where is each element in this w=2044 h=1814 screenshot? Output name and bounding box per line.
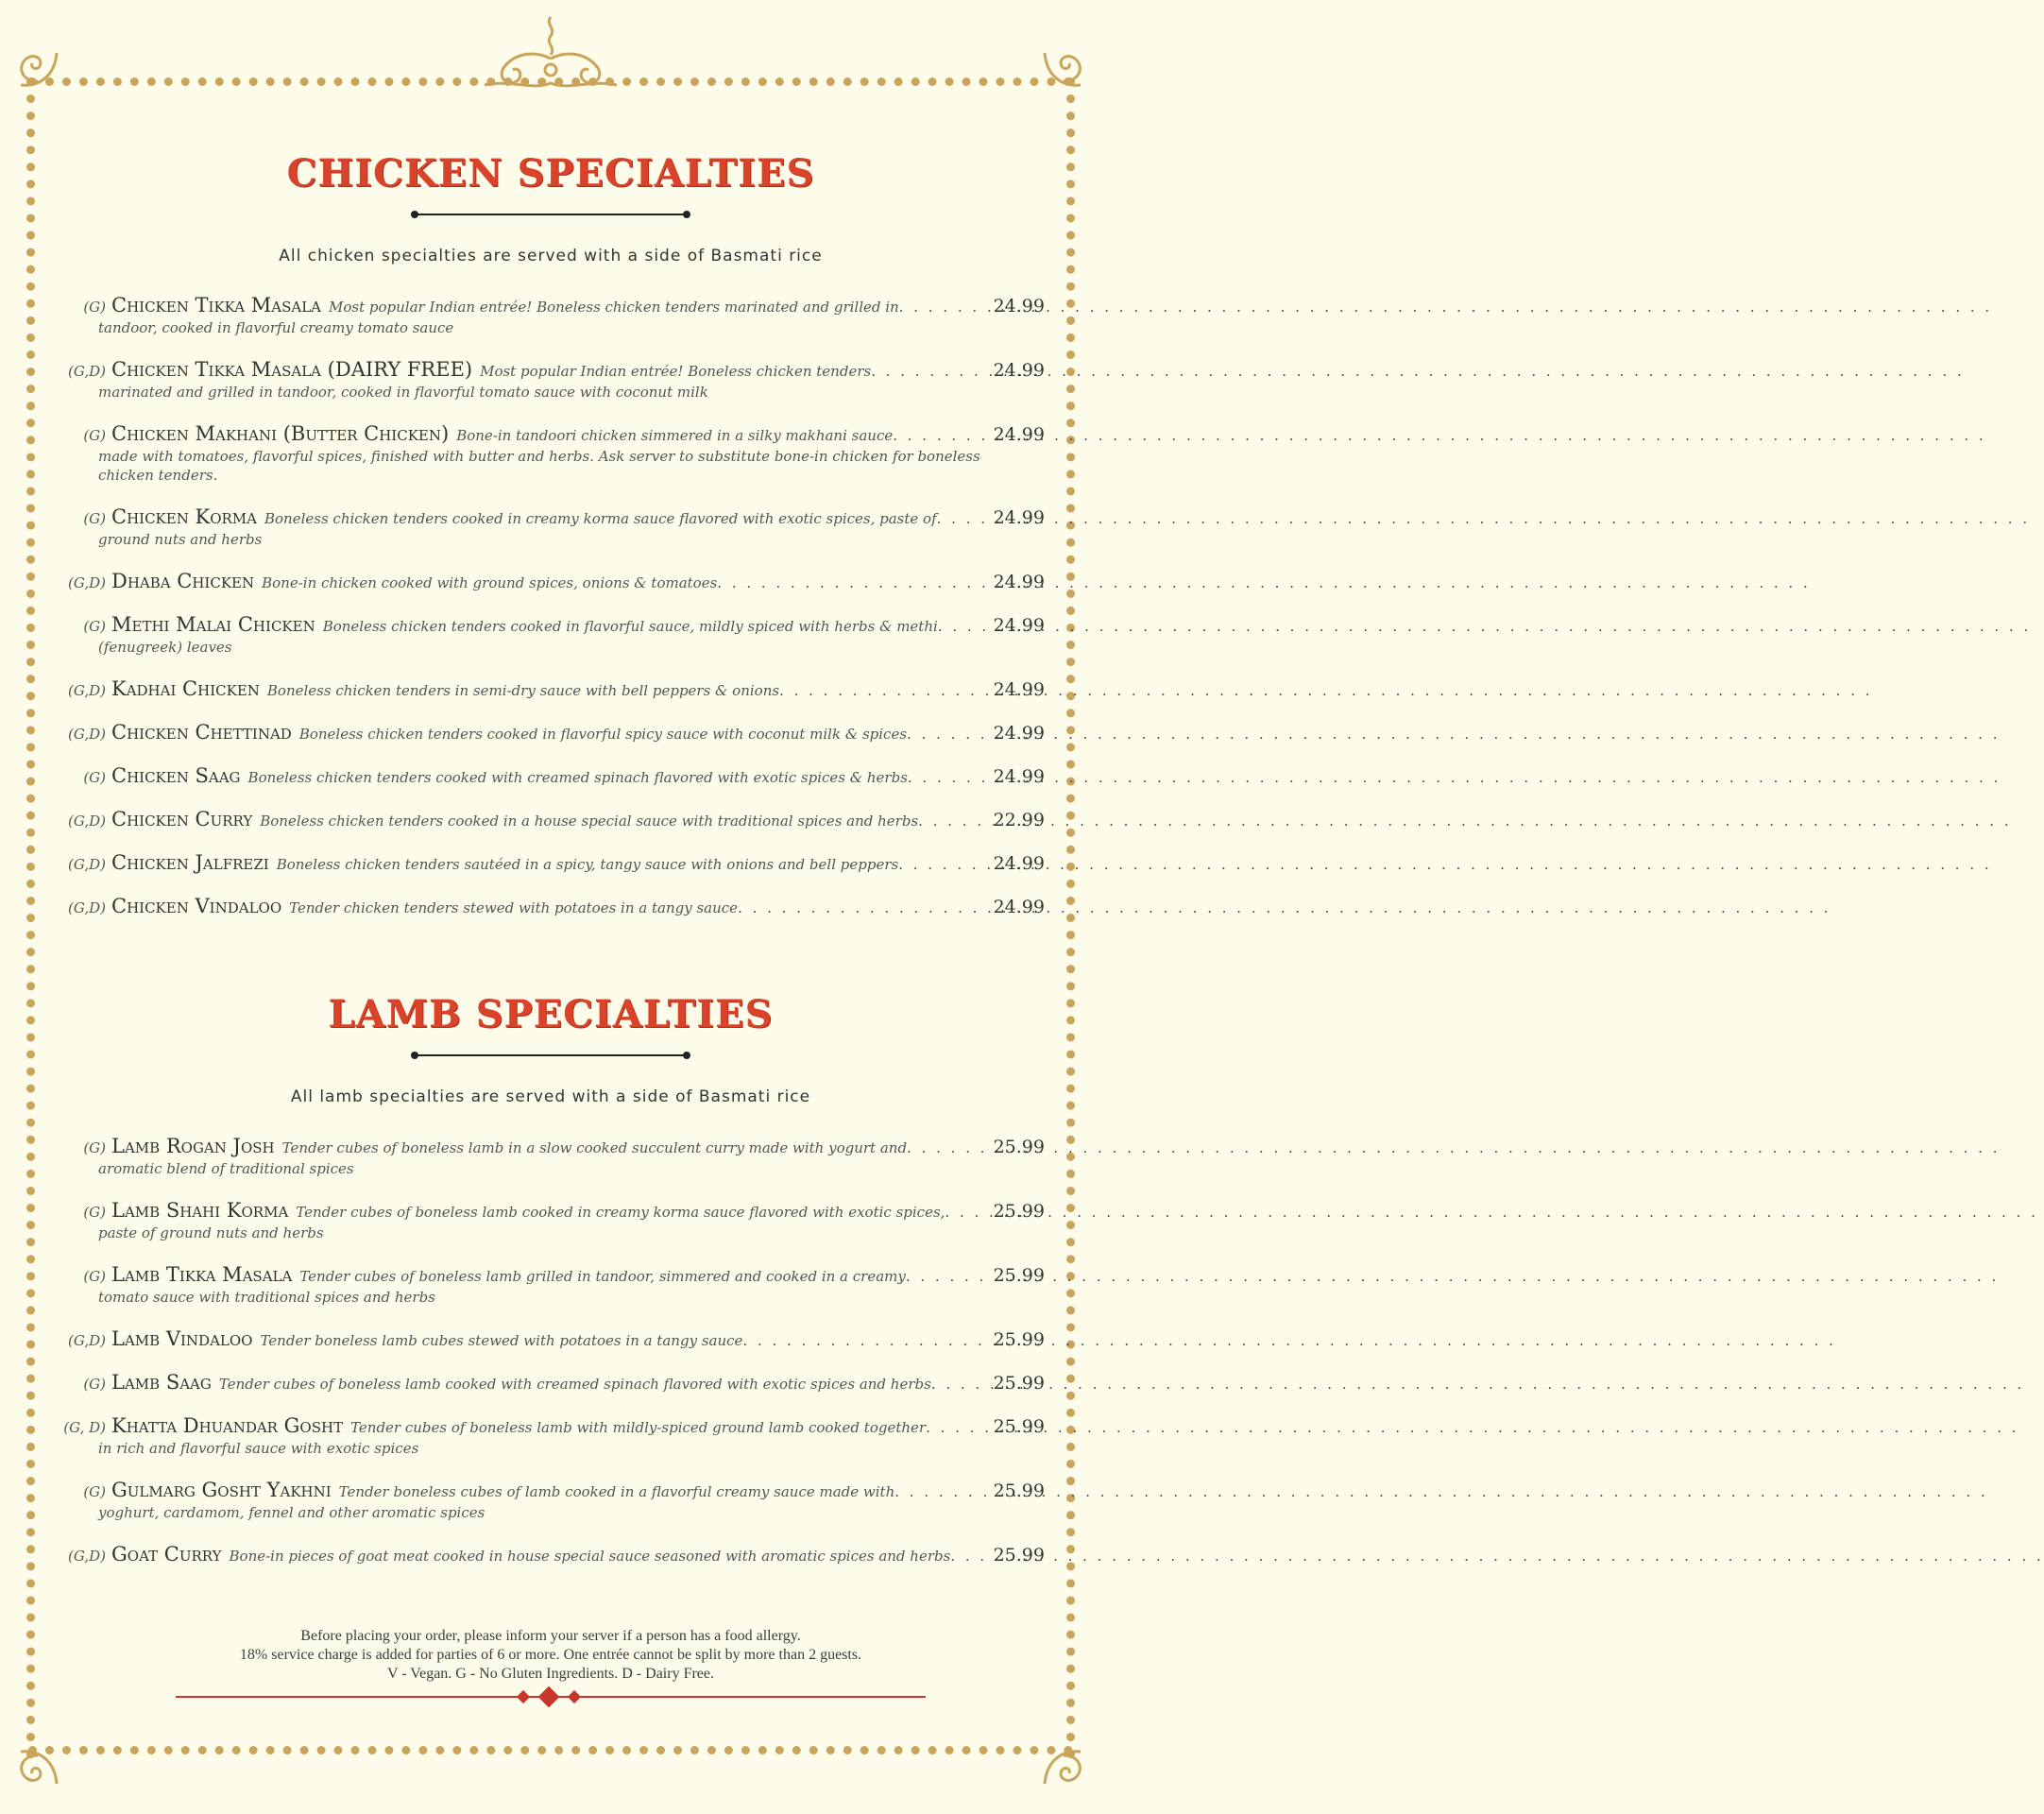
- menu-item: [57, 294, 1045, 337]
- dietary-tag: (G): [83, 427, 106, 444]
- dish-name: Lamb Tikka Masala: [111, 1263, 293, 1286]
- menu-item: [57, 1414, 1045, 1458]
- dietary-tag: (G): [83, 510, 106, 527]
- menu-item-line: [57, 851, 1045, 874]
- dish-price: 25.99: [993, 1416, 1045, 1437]
- dish-name: Lamb Vindaloo: [111, 1327, 253, 1350]
- dietary-tag: (G,D): [68, 1332, 106, 1349]
- dish-name: Chicken Curry: [111, 808, 253, 830]
- menu-item-line: [57, 570, 1045, 592]
- dish-description: Tender boneless cubes of lamb cooked in a flavorful creamy sauce made with: [338, 1483, 895, 1500]
- menu-item: [57, 1135, 1045, 1178]
- menu-item-line: [57, 613, 1045, 636]
- dot-leader: [871, 363, 987, 380]
- dietary-tag: (G, D): [63, 1419, 106, 1436]
- dietary-tag: (G): [83, 1139, 106, 1156]
- footer-divider: [176, 1687, 926, 1706]
- menu-item-line: [57, 1479, 1045, 1501]
- menu-item: [57, 677, 1045, 700]
- dot-leader: [779, 682, 988, 699]
- dot-leader: [717, 574, 987, 591]
- dish-name: Kadhai Chicken: [111, 677, 260, 700]
- dish-price: 25.99: [993, 1137, 1045, 1157]
- menu-item: [57, 570, 1045, 592]
- dot-leader: [950, 1548, 987, 1565]
- dish-price: 24.99: [993, 766, 1045, 787]
- dot-leader: [945, 1204, 987, 1221]
- corner-scroll-ornament: [1037, 38, 1090, 91]
- menu-item-line: [57, 422, 1045, 445]
- dot-leader: [918, 813, 987, 830]
- allergy-footer: [0, 1627, 1101, 1684]
- menu-item-line: [57, 1371, 1045, 1394]
- dot-leader: [742, 1332, 987, 1349]
- menu-item-line: [57, 808, 1045, 830]
- dish-description: Boneless chicken tenders cooked in a house special sauce with traditional spices and herbs: [260, 813, 919, 830]
- dish-price: 25.99: [993, 1545, 1045, 1566]
- dish-description: Boneless chicken tenders cooked in flavorful sauce, mildly spiced with herbs & methi: [322, 618, 938, 635]
- menu-item-line: [57, 505, 1045, 528]
- dietary-tag: (G): [83, 1204, 106, 1221]
- section-subtitle: All chicken specialties are served with a side of Basmati rice: [279, 247, 823, 265]
- dot-leader: [898, 856, 987, 873]
- menu-item-line: [57, 1135, 1045, 1157]
- dish-description: Tender boneless lamb cubes stewed with potatoes in a tangy sauce: [260, 1332, 743, 1349]
- dish-price: 24.99: [993, 572, 1045, 592]
- dish-price: 25.99: [993, 1329, 1045, 1350]
- dish-price: 25.99: [993, 1480, 1045, 1501]
- menu-item: [57, 1327, 1045, 1350]
- dietary-tag: (G): [83, 618, 106, 635]
- menu-item-line: [57, 677, 1045, 700]
- corner-scroll-ornament: [1037, 1746, 1090, 1799]
- dish-price: 24.99: [993, 507, 1045, 528]
- dietary-tag: (G): [83, 1483, 106, 1500]
- corner-scroll-ornament: [11, 1746, 64, 1799]
- menu-item: [57, 721, 1045, 744]
- dot-leader: [906, 1268, 988, 1285]
- dish-description: Bone-in chicken cooked with ground spices, onions & tomatoes: [262, 574, 718, 591]
- dish-name: Lamb Saag: [111, 1371, 212, 1394]
- dietary-tag: (G,D): [68, 856, 106, 873]
- dish-description: Tender cubes of boneless lamb in a slow cooked succulent curry made with yogurt and: [281, 1139, 908, 1156]
- dot-leader: [938, 618, 988, 635]
- dot-leader: [738, 899, 988, 916]
- dish-name: Chicken Vindaloo: [111, 895, 282, 917]
- dish-price: 24.99: [993, 360, 1045, 381]
- dietary-tag: (G,D): [68, 363, 106, 380]
- dietary-tag: (G): [83, 1268, 106, 1285]
- dish-price: 24.99: [993, 723, 1045, 744]
- menu-item-line: [57, 358, 1045, 381]
- dish-price: 25.99: [993, 1265, 1045, 1286]
- dish-price: 24.99: [993, 897, 1045, 917]
- menu-item-line: [57, 721, 1045, 744]
- dish-description-continued: marinated and grilled in tandoor, cooked in flavorful tomato sauce with coconut milk: [98, 384, 708, 401]
- dietary-tag: (G,D): [68, 813, 106, 830]
- dish-name: Chicken Tikka Masala (DAIRY FREE): [111, 358, 473, 381]
- dish-description-continued: in rich and flavorful sauce with exotic spices: [98, 1440, 419, 1457]
- dish-name: Goat Curry: [111, 1543, 222, 1566]
- dish-price: 25.99: [993, 1201, 1045, 1222]
- dish-name: Gulmarg Gosht Yakhni: [111, 1479, 332, 1501]
- menu-item: [57, 422, 1045, 485]
- menu-item-line: [57, 1263, 1045, 1286]
- dot-leader: [926, 1419, 988, 1436]
- menu-item: [57, 1543, 1045, 1566]
- dish-description-continued: (fenugreek) leaves: [98, 639, 232, 656]
- title-divider: [409, 209, 692, 220]
- dish-description: Tender cubes of boneless lamb cooked with creamed spinach flavored with exotic spices and herbs: [218, 1376, 931, 1393]
- dish-description: Bone-in pieces of goat meat cooked in house special sauce seasoned with aromatic spices and herbs: [229, 1548, 951, 1565]
- menu-item-line: [57, 1414, 1045, 1437]
- menu-item-line: [57, 764, 1045, 787]
- dish-name: Khatta Dhuandar Gosht: [111, 1414, 344, 1437]
- dish-price: 25.99: [993, 1373, 1045, 1394]
- dish-price: 24.99: [993, 853, 1045, 874]
- dish-name: Chicken Tikka Masala: [111, 294, 321, 317]
- chicken-specialties-section: [57, 151, 1045, 938]
- dish-price: 24.99: [993, 615, 1045, 636]
- dish-name: Chicken Chettinad: [111, 721, 292, 744]
- dot-leader: [931, 1376, 988, 1393]
- dish-description-continued: tomato sauce with traditional spices and herbs: [98, 1289, 435, 1306]
- dish-name: Lamb Rogan Josh: [111, 1135, 275, 1157]
- dish-name: Chicken Saag: [111, 764, 241, 787]
- dish-description: Boneless chicken tenders cooked in creamy korma sauce flavored with exotic spices, paste of: [264, 510, 937, 527]
- dietary-tag: (G,D): [68, 899, 106, 916]
- dot-leader: [907, 1139, 988, 1156]
- dish-description-continued: ground nuts and herbs: [98, 531, 263, 548]
- footer-service-charge-note: 18% service charge is added for parties of 6 or more. One entrée cannot be split by more than 2 guests.: [239, 1647, 862, 1663]
- menu-item: [57, 1199, 1045, 1242]
- menu-item: [57, 895, 1045, 917]
- dish-name: Chicken Korma: [111, 505, 257, 528]
- dish-description: Tender cubes of boneless lamb with mildly-spiced ground lamb cooked together: [350, 1419, 927, 1436]
- lamb-specialties-section: [57, 992, 1045, 1586]
- menu-item-line: [57, 1543, 1045, 1566]
- title-divider: [409, 1050, 692, 1061]
- dish-description: Boneless chicken tenders cooked with creamed spinach flavored with exotic spices & herbs: [247, 769, 908, 786]
- dish-description-continued: tandoor, cooked in flavorful creamy tomato sauce: [98, 319, 454, 336]
- dietary-tag: (G): [83, 299, 106, 316]
- menu-item: [57, 764, 1045, 787]
- menu-item-line: [57, 895, 1045, 917]
- corner-scroll-ornament: [11, 38, 64, 91]
- menu-item: [57, 808, 1045, 830]
- dish-description: Tender chicken tenders stewed with potatoes in a tangy sauce: [289, 899, 739, 916]
- dietary-tag: (G,D): [68, 726, 106, 743]
- footer-allergy-note: Before placing your order, please inform your server if a person has a food allergy.: [300, 1628, 801, 1644]
- dish-name: Chicken Jalfrezi: [111, 851, 269, 874]
- dish-price: 22.99: [993, 810, 1045, 830]
- menu-item-line: [57, 1327, 1045, 1350]
- dietary-tag: (G): [83, 1376, 106, 1393]
- dish-description-continued: aromatic blend of traditional spices: [98, 1160, 354, 1177]
- dish-description: Most popular Indian entrée! Boneless chicken tenders: [480, 363, 872, 380]
- menu-item: [57, 358, 1045, 402]
- dish-description: Boneless chicken tenders cooked in flavorful spicy sauce with coconut milk & spices: [298, 726, 908, 743]
- footer-legend: V - Vegan. G - No Gluten Ingredients. D - Dairy Free.: [387, 1666, 714, 1682]
- dot-leader: [894, 1483, 987, 1500]
- menu-item: [57, 505, 1045, 549]
- menu-item-line: [57, 294, 1045, 317]
- dish-description: Bone-in tandoori chicken simmered in a silky makhani sauce: [456, 427, 894, 444]
- dot-leader: [899, 299, 988, 316]
- dot-leader: [937, 510, 988, 527]
- dish-price: 24.99: [993, 679, 1045, 700]
- dish-description-continued: yoghurt, cardamom, fennel and other aromatic spices: [98, 1504, 485, 1521]
- dish-description: Tender cubes of boneless lamb grilled in tandoor, simmered and cooked in a creamy: [299, 1268, 906, 1285]
- dish-description: Tender cubes of boneless lamb cooked in creamy korma sauce flavored with exotic spices,: [296, 1204, 945, 1221]
- menu-item: [57, 1263, 1045, 1307]
- dish-description-continued: paste of ground nuts and herbs: [98, 1224, 324, 1241]
- dish-name: Dhaba Chicken: [111, 570, 255, 592]
- menu-item-list: [57, 294, 1045, 917]
- dish-description: Boneless chicken tenders in semi-dry sauce with bell peppers & onions: [266, 682, 780, 699]
- dish-price: 24.99: [993, 296, 1045, 317]
- menu-frame-bottom: [28, 1746, 1073, 1764]
- dish-name: Lamb Shahi Korma: [111, 1199, 289, 1222]
- dish-price: 24.99: [993, 424, 1045, 445]
- dish-description: Boneless chicken tenders sautéed in a spicy, tangy sauce with onions and bell peppers: [276, 856, 899, 873]
- menu-item: [57, 1479, 1045, 1522]
- dietary-tag: (G,D): [68, 574, 106, 591]
- menu-item: [57, 613, 1045, 657]
- dot-leader: [908, 769, 988, 786]
- top-center-ornament: [475, 11, 626, 106]
- dot-leader: [893, 427, 987, 444]
- dot-leader: [907, 726, 988, 743]
- section-subtitle: All lamb specialties are served with a side of Basmati rice: [290, 1087, 811, 1106]
- dish-description-continued: made with tomatoes, flavorful spices, finished with butter and herbs. Ask server to substitute bone-in chicken for boneless chicken tenders.: [98, 448, 980, 484]
- section-title: CHICKEN SPECIALTIES: [286, 151, 815, 196]
- section-title: LAMB SPECIALTIES: [328, 992, 774, 1036]
- dietary-tag: (G,D): [68, 1548, 106, 1565]
- menu-item-line: [57, 1199, 1045, 1222]
- dietary-tag: (G): [83, 769, 106, 786]
- dish-name: Chicken Makhani (Butter Chicken): [111, 422, 450, 445]
- menu-item: [57, 851, 1045, 874]
- dietary-tag: (G,D): [68, 682, 106, 699]
- menu-item: [57, 1371, 1045, 1394]
- dish-name: Methi Malai Chicken: [111, 613, 315, 636]
- dish-description: Most popular Indian entrée! Boneless chicken tenders marinated and grilled in: [329, 299, 899, 316]
- menu-item-list: [57, 1135, 1045, 1566]
